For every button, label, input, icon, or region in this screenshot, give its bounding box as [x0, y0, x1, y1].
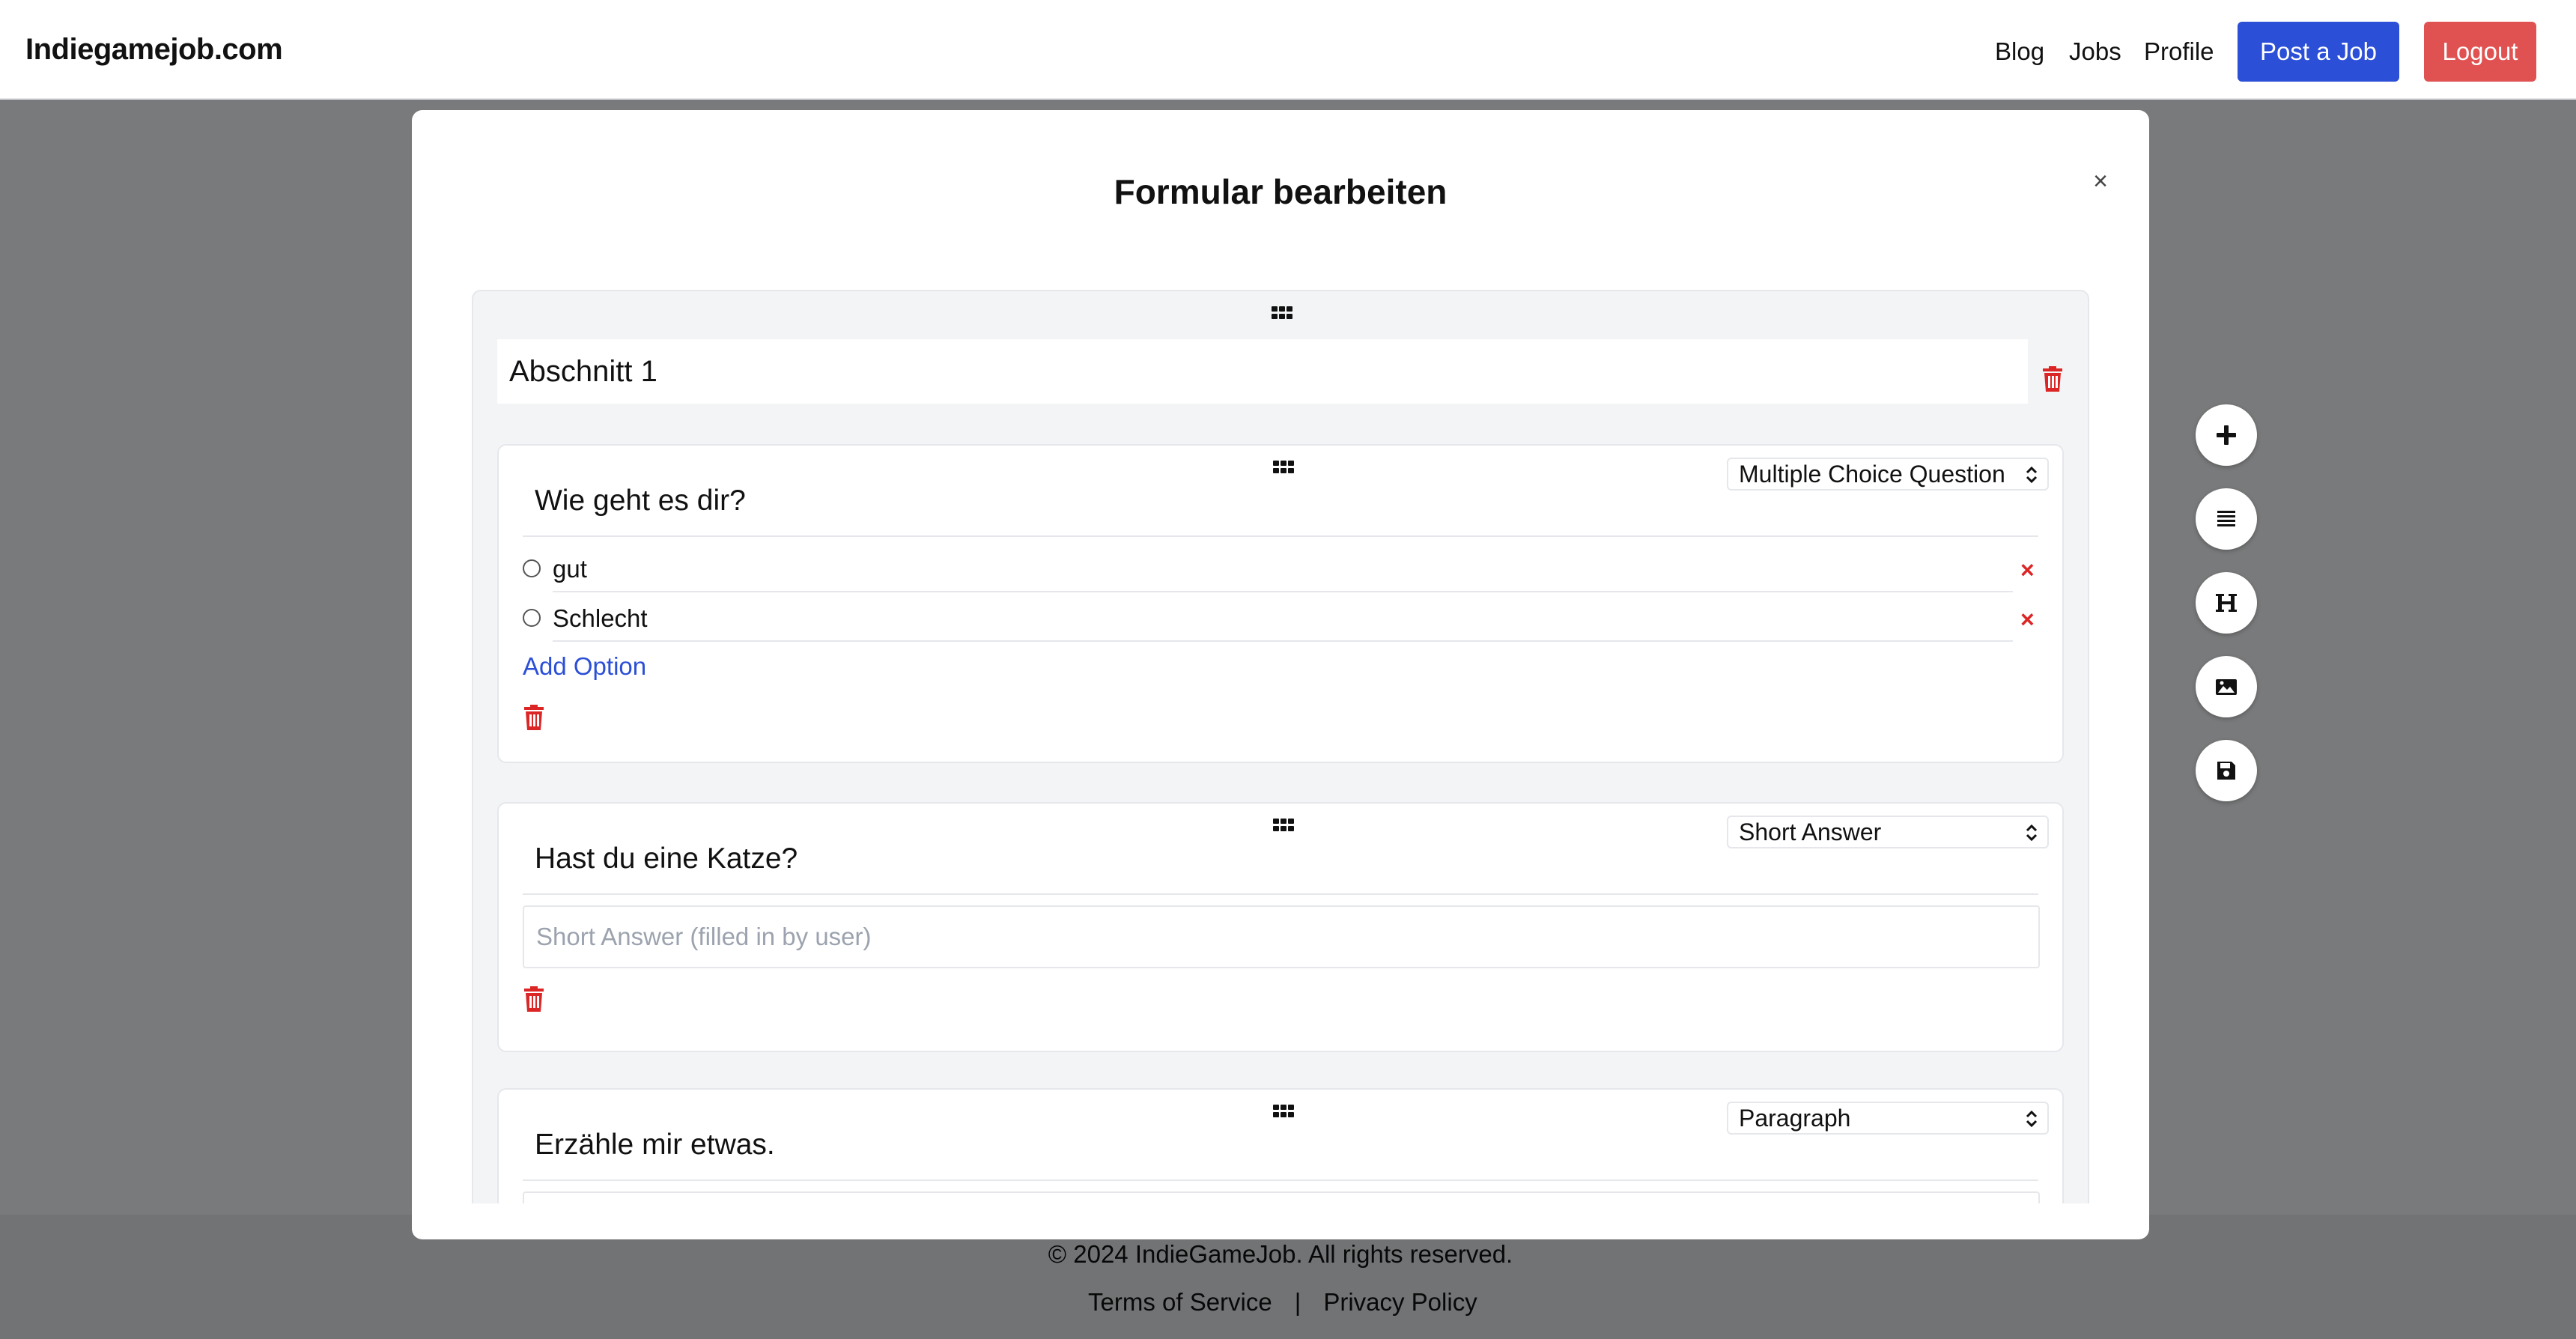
add-text-button[interactable] — [2196, 488, 2257, 550]
drag-handle-icon[interactable] — [1273, 819, 1294, 832]
heading-icon — [2213, 589, 2240, 616]
question-title[interactable]: Wie geht es dir? — [535, 485, 746, 517]
section-title-input[interactable]: Abschnitt 1 — [497, 339, 2028, 404]
question-type-select[interactable] — [1727, 1102, 2049, 1135]
option-label[interactable]: gut — [553, 555, 587, 583]
question-card — [497, 802, 2064, 1052]
brand-logo[interactable]: Indiegamejob.com — [25, 33, 283, 66]
remove-option-icon[interactable]: × — [2020, 556, 2035, 583]
close-icon[interactable]: × — [2093, 167, 2108, 195]
form-section — [472, 290, 2089, 1203]
option-row — [523, 597, 2035, 642]
drag-handle-icon[interactable] — [1273, 1105, 1294, 1118]
radio-icon — [523, 609, 541, 627]
modal-title: Formular bearbeiten — [1114, 172, 1448, 211]
option-label[interactable]: Schlecht — [553, 604, 648, 632]
save-form-button[interactable] — [2196, 740, 2257, 801]
edit-form-modal — [412, 110, 2149, 1239]
navbar — [0, 0, 2576, 100]
paragraph-input[interactable] — [523, 1191, 2040, 1203]
add-option-link[interactable]: Add Option — [523, 652, 647, 680]
radio-icon — [523, 559, 541, 577]
question-type-value: Multiple Choice Question — [1739, 461, 2005, 488]
chevron-updown-icon — [2025, 465, 2038, 485]
save-icon — [2213, 757, 2240, 784]
question-type-select[interactable] — [1727, 816, 2049, 848]
modal-scroll-area[interactable] — [412, 110, 2149, 1203]
short-answer-input[interactable]: Short Answer (filled in by user) — [523, 905, 2040, 968]
question-title[interactable]: Erzähle mir etwas. — [535, 1129, 775, 1161]
question-title[interactable]: Hast du eine Katze? — [535, 842, 798, 875]
question-card — [497, 1088, 2064, 1203]
remove-option-icon[interactable]: × — [2020, 606, 2035, 633]
option-underline — [553, 591, 2013, 592]
option-underline — [553, 640, 2013, 642]
drag-handle-icon[interactable] — [1272, 306, 1292, 320]
question-card — [497, 444, 2064, 763]
divider — [523, 893, 2038, 895]
list-icon — [2213, 505, 2240, 532]
add-heading-button[interactable] — [2196, 572, 2257, 634]
question-type-value: Paragraph — [1739, 1105, 1851, 1132]
divider — [523, 535, 2038, 537]
nav-link-profile[interactable]: Profile — [2144, 37, 2214, 65]
drag-handle-icon[interactable] — [1273, 461, 1294, 474]
add-question-button[interactable] — [2196, 404, 2257, 466]
logout-button[interactable]: Logout — [2424, 22, 2536, 82]
question-type-value: Short Answer — [1739, 819, 1882, 845]
trash-icon[interactable] — [523, 705, 545, 730]
nav-link-jobs[interactable]: Jobs — [2069, 37, 2121, 65]
trash-icon[interactable] — [2041, 366, 2064, 392]
option-row — [523, 547, 2035, 592]
plus-icon — [2213, 422, 2240, 449]
nav-link-blog[interactable]: Blog — [1995, 37, 2045, 65]
add-image-button[interactable] — [2196, 656, 2257, 717]
image-icon — [2213, 673, 2240, 700]
chevron-updown-icon — [2025, 823, 2038, 842]
divider — [523, 1179, 2038, 1181]
chevron-updown-icon — [2025, 1109, 2038, 1129]
question-type-select[interactable] — [1727, 458, 2049, 491]
trash-icon[interactable] — [523, 986, 545, 1012]
post-job-button[interactable]: Post a Job — [2238, 22, 2399, 82]
